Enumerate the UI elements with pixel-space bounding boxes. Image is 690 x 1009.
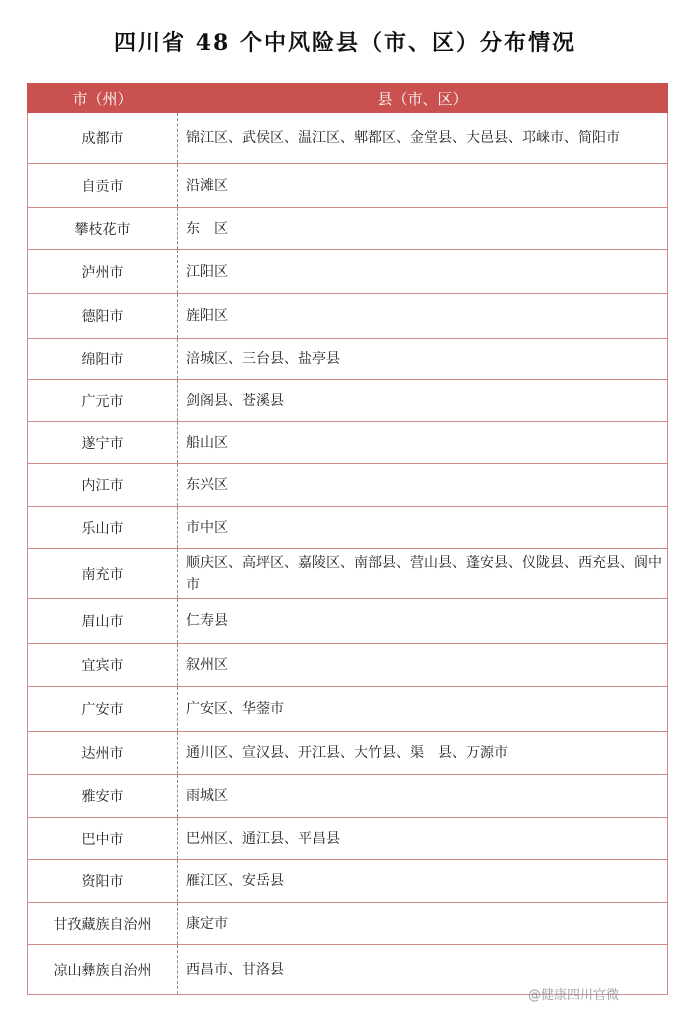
table-row [28,860,668,903]
table-row [28,380,668,422]
counties-cell: 剑阁县、苍溪县 [178,380,668,422]
city-cell: 成都市 [28,113,178,164]
table-row [28,464,668,507]
city-cell: 凉山彝族自治州 [28,945,178,995]
city-cell: 南充市 [28,549,178,599]
table-row [28,732,668,775]
city-cell: 自贡市 [28,164,178,208]
city-cell: 绵阳市 [28,339,178,380]
city-cell: 雅安市 [28,775,178,818]
table-row [28,113,668,164]
counties-cell: 通川区、宣汉县、开江县、大竹县、渠 县、万源市 [178,732,668,775]
counties-cell: 船山区 [178,422,668,464]
city-cell: 德阳市 [28,294,178,339]
counties-cell: 顺庆区、高坪区、嘉陵区、南部县、营山县、蓬安县、仪陇县、西充县、阆中市 [178,549,668,599]
table-row [28,687,668,732]
table-row [28,818,668,860]
city-cell: 达州市 [28,732,178,775]
counties-cell: 东兴区 [178,464,668,507]
table-row [28,549,668,599]
city-cell: 攀枝花市 [28,208,178,250]
header-counties: 县（市、区） [178,84,668,113]
city-cell: 遂宁市 [28,422,178,464]
table-row [28,903,668,945]
counties-cell: 康定市 [178,903,668,945]
city-cell: 内江市 [28,464,178,507]
counties-cell: 市中区 [178,507,668,549]
counties-cell: 仁寿县 [178,599,668,644]
table-row [28,775,668,818]
counties-cell: 旌阳区 [178,294,668,339]
city-cell: 甘孜藏族自治州 [28,903,178,945]
city-cell: 眉山市 [28,599,178,644]
table-row [28,422,668,464]
city-cell: 泸州市 [28,250,178,294]
city-cell: 广安市 [28,687,178,732]
counties-cell: 雁江区、安岳县 [178,860,668,903]
table-row [28,339,668,380]
city-cell: 巴中市 [28,818,178,860]
city-cell: 资阳市 [28,860,178,903]
counties-cell: 巴州区、通江县、平昌县 [178,818,668,860]
counties-cell: 沿滩区 [178,164,668,208]
header-city: 市（州） [28,84,178,113]
counties-cell: 锦江区、武侯区、温江区、郫都区、金堂县、大邑县、邛崃市、简阳市 [178,113,668,164]
table-row [28,250,668,294]
table-row [28,599,668,644]
table-row [28,164,668,208]
table-row [28,644,668,687]
counties-cell: 西昌市、甘洛县 [178,945,668,995]
page-title: 四川省 48 个中风险县（市、区）分布情况 [114,30,576,56]
counties-cell: 雨城区 [178,775,668,818]
table-row [28,294,668,339]
table-row [28,208,668,250]
city-cell: 乐山市 [28,507,178,549]
counties-cell: 广安区、华蓥市 [178,687,668,732]
counties-cell: 东 区 [178,208,668,250]
city-cell: 广元市 [28,380,178,422]
counties-cell: 江阳区 [178,250,668,294]
weibo-watermark: @健康四川官微 [528,988,620,1003]
counties-cell: 叙州区 [178,644,668,687]
risk-area-table [27,83,668,995]
counties-cell: 涪城区、三台县、盐亭县 [178,339,668,380]
table-row [28,507,668,549]
table-header-row [28,84,668,113]
city-cell: 宜宾市 [28,644,178,687]
